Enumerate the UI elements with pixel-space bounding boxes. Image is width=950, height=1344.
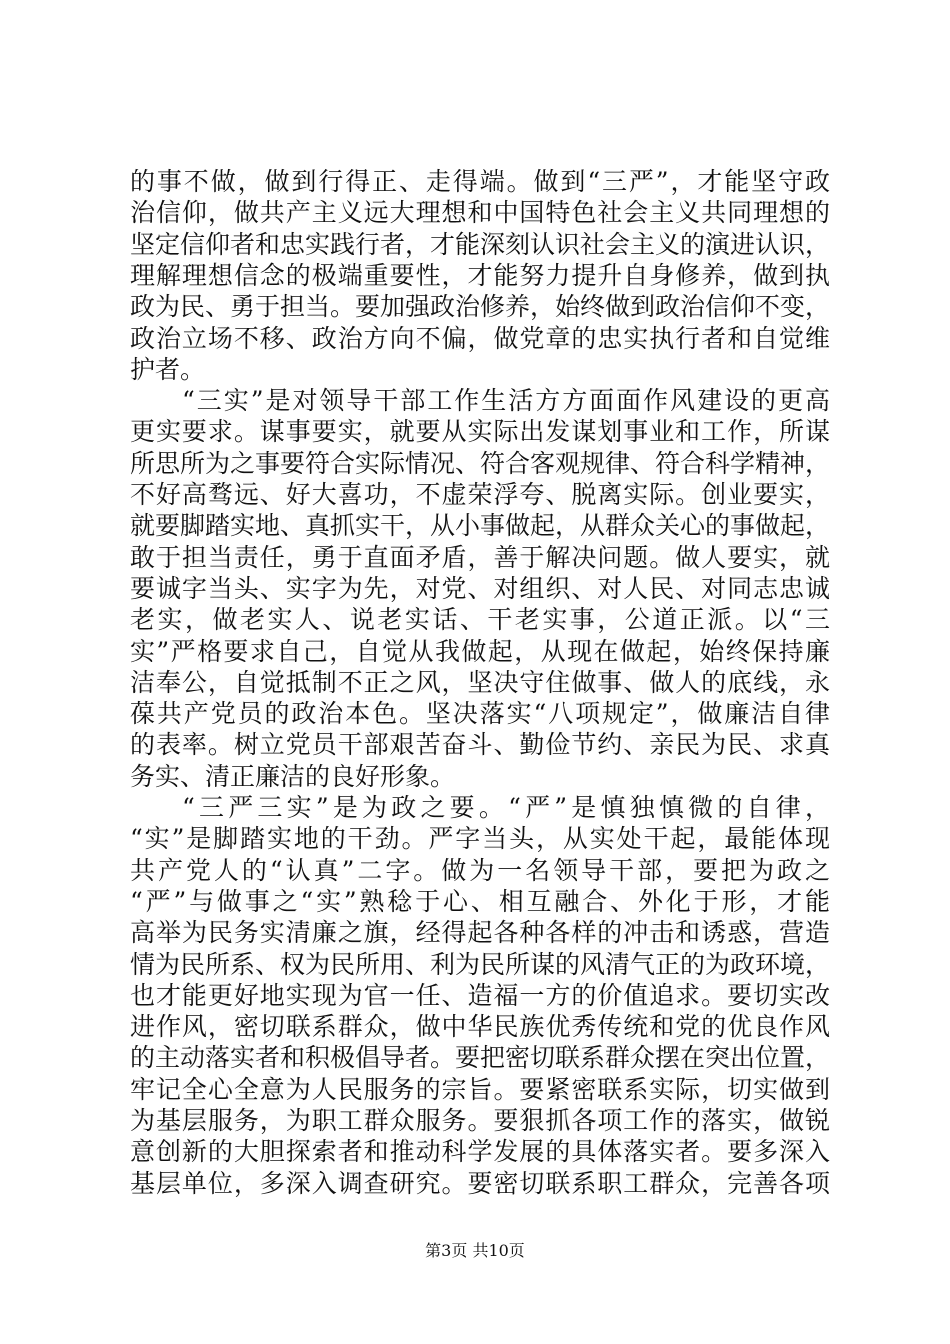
page-footer: [0, 1240, 950, 1262]
page-number-label: 第3页 共10页: [425, 1241, 525, 1260]
text-line: 坚定信仰者和忠实践行者，才能深刻认识社会主义的演进认识，: [130, 229, 831, 259]
text-line: 洁奉公，自觉抵制不正之风，坚决守住做事、做人的底线，永: [130, 667, 830, 697]
text-line: “三严三实”是为政之要。“严”是慎独慎微的自律，: [182, 793, 830, 822]
text-line: 治信仰，做共产主义远大理想和中国特色社会主义共同理想的: [130, 198, 830, 228]
text-line: 的表率。树立党员干部艰苦奋斗、勤俭节约、亲民为民、求真: [130, 730, 830, 760]
text-line: 实”严格要求自己，自觉从我做起，从现在做起，始终保持廉: [130, 636, 830, 666]
text-line: 的事不做，做到行得正、走得端。做到“三严”，才能坚守政: [130, 167, 830, 196]
text-line: “三实”是对领导干部工作生活方方面面作风建设的更高: [182, 386, 830, 416]
text-line: 政治立场不移、政治方向不偏，做党章的忠实执行者和自觉维: [130, 323, 830, 353]
text-line: “实”是脚踏实地的干劲。严字当头，从实处干起，最能体现: [130, 824, 830, 854]
text-line: 情为民所系、权为民所用、利为民所谋的风清气正的为政环境，: [130, 949, 831, 979]
text-line: 所思所为之事要符合实际情况、符合客观规律、符合科学精神，: [130, 448, 831, 478]
text-line: 护者。: [130, 354, 206, 384]
text-line: 更实要求。谋事要实，就要从实际出发谋划事业和工作，所谋: [130, 417, 830, 447]
text-line: 高举为民务实清廉之旗，经得起各种各样的冲击和诱惑，营造: [130, 918, 830, 948]
text-line: 要诚字当头、实字为先，对党、对组织、对人民、对同志忠诚: [130, 573, 830, 603]
text-line: 就要脚踏实地、真抓实干，从小事做起，从群众关心的事做起，: [130, 511, 831, 541]
text-line: 葆共产党员的政治本色。坚决落实“八项规定”，做廉洁自律: [130, 699, 830, 729]
text-line: 也才能更好地实现为官一任、造福一方的价值追求。要切实改: [130, 980, 830, 1010]
text-line: 老实，做老实人、说老实话、干老实事，公道正派。以“三: [130, 605, 830, 635]
text-line: 共产党人的“认真”二字。做为一名领导干部，要把为政之: [130, 855, 830, 885]
text-line: 理解理想信念的极端重要性，才能努力提升自身修养，做到执: [130, 260, 830, 290]
text-line: 意创新的大胆探索者和推动科学发展的具体落实者。要多深入: [130, 1137, 830, 1167]
text-line: “严”与做事之“实”熟稔于心、相互融合、外化于形，才能: [130, 886, 830, 916]
text-line: 不好高骛远、好大喜功，不虚荣浮夸、脱离实际。创业要实，: [130, 480, 830, 509]
text-line: 基层单位，多深入调查研究。要密切联系职工群众，完善各项: [130, 1168, 830, 1198]
text-line: 的主动落实者和积极倡导者。要把密切联系群众摆在突出位置，: [130, 1043, 831, 1073]
text-line: 务实、清正廉洁的良好形象。: [130, 761, 456, 791]
text-line: 敢于担当责任，勇于直面矛盾，善于解决问题。做人要实，就: [130, 542, 830, 572]
text-line: 牢记全心全意为人民服务的宗旨。要紧密联系实际，切实做到: [130, 1074, 830, 1104]
text-line: 进作风，密切联系群众，做中华民族优秀传统和党的优良作风: [130, 1012, 830, 1042]
text-line: 政为民、勇于担当。要加强政治修养，始终做到政治信仰不变，: [130, 292, 831, 322]
text-line: 为基层服务，为职工群众服务。要狠抓各项工作的落实，做锐: [130, 1106, 830, 1135]
